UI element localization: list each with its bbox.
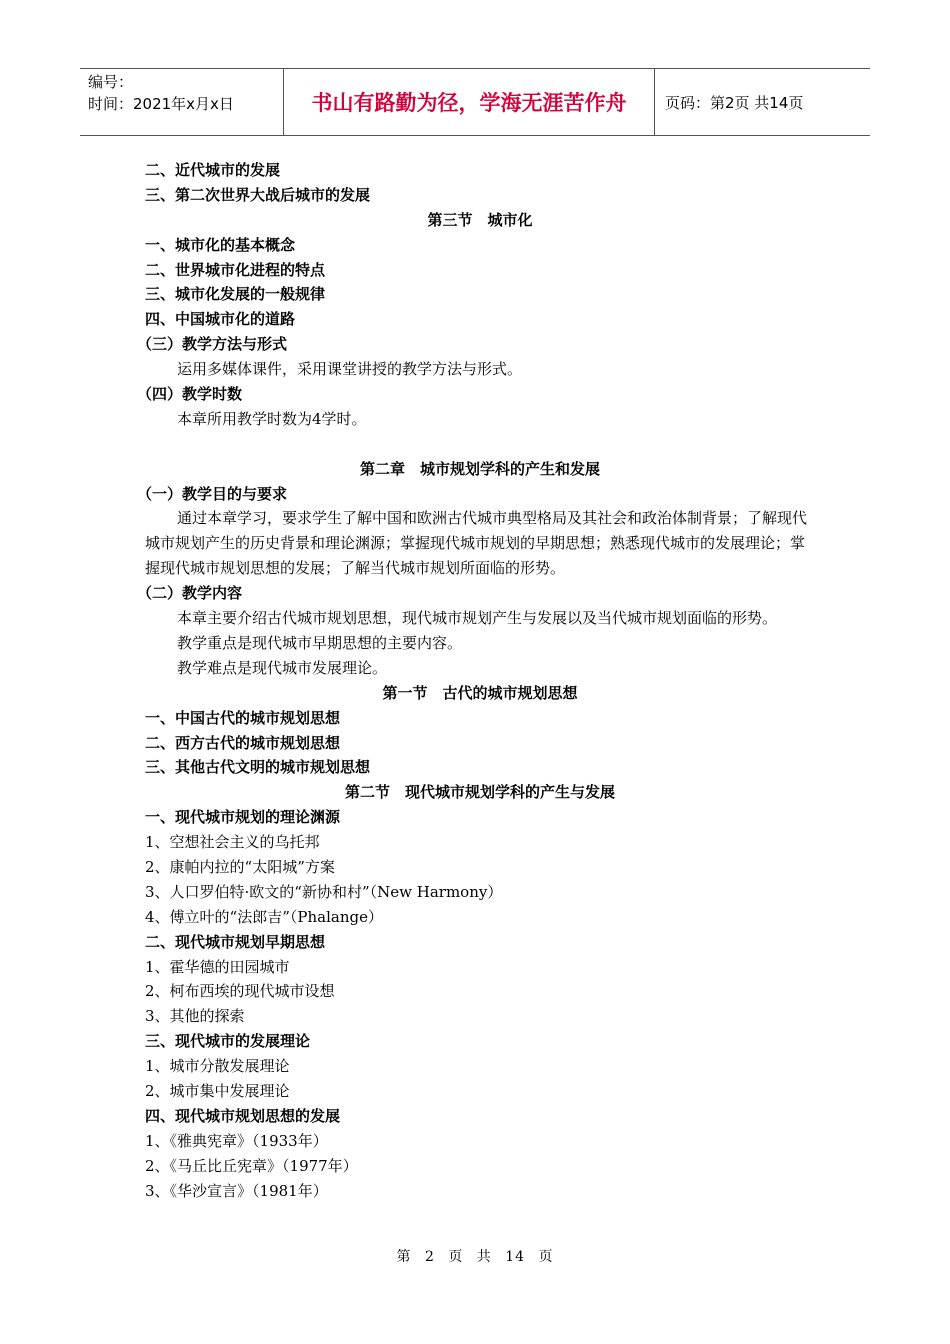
subsection-title: 第二节 现代城市规划学科的产生与发展 <box>344 783 615 802</box>
spacer <box>145 432 815 457</box>
page-footer <box>0 1246 950 1266</box>
list-item: 4、傅立叶的“法郎吉”（Phalange） <box>145 907 383 926</box>
body-text: 教学重点是现代城市早期思想的主要内容。 <box>177 633 463 652</box>
body-paragraph: 通过本章学习，要求学生了解中国和欧洲古代城市典型格局及其社会和政治体制背景；了解现代城市规划产生的历史背景和理论渊源；掌握现代城市规划的早期思想；熟悉现代城市的发展理论；掌握现代城市规划思想的发展；了解当代城市规划所面临的形势。 <box>145 509 808 578</box>
section-heading: 二、近代城市的发展 <box>145 161 281 179</box>
footer-total-pages: 14 <box>505 1249 526 1265</box>
section-heading: 二、世界城市化进程的特点 <box>145 260 326 279</box>
footer-di: 第 <box>396 1249 412 1265</box>
list-item: 2、城市集中发展理论 <box>145 1082 290 1101</box>
footer-gong: 共 <box>476 1249 492 1265</box>
list-item: 1、《雅典宪章》（1933年） <box>145 1131 328 1150</box>
footer-page-number: 2 <box>424 1249 435 1265</box>
section-heading: （三）教学方法与形式 <box>137 335 288 354</box>
list-item: 3、其他的探索 <box>145 1007 245 1026</box>
section-heading: 二、西方古代的城市规划思想 <box>145 733 341 752</box>
page-header <box>80 68 870 136</box>
section-heading: 三、城市化发展的一般规律 <box>145 285 326 304</box>
list-item: 3、《华沙宣言》（1981年） <box>145 1181 328 1200</box>
body-text: 运用多媒体课件，采用课堂讲授的教学方法与形式。 <box>177 360 523 379</box>
document-body <box>137 158 815 1203</box>
list-item: 1、空想社会主义的乌托邦 <box>145 833 320 852</box>
section-heading: 三、第二次世界大战后城市的发展 <box>145 185 371 204</box>
date-label: 时间：2021年x月x日 <box>88 95 234 113</box>
section-heading: （一）教学目的与要求 <box>137 484 288 503</box>
list-item: 3、人口罗伯特·欧文的“新协和村”（New Harmony） <box>145 882 503 901</box>
chapter-title: 第二章 城市规划学科的产生和发展 <box>359 459 600 478</box>
section-heading: 三、其他古代文明的城市规划思想 <box>145 758 371 777</box>
header-meta <box>80 69 283 135</box>
section-heading: 四、现代城市规划思想的发展 <box>145 1106 341 1125</box>
list-item: 2、柯布西埃的现代城市设想 <box>145 982 335 1001</box>
section-heading: 四、中国城市化的道路 <box>145 310 296 329</box>
section-heading: 一、城市化的基本概念 <box>145 235 296 254</box>
section-heading: 三、现代城市的发展理论 <box>145 1032 311 1051</box>
list-item: 2、《马丘比丘宪章》（1977年） <box>145 1156 358 1175</box>
section-heading: 一、中国古代的城市规划思想 <box>145 708 341 727</box>
list-item: 1、城市分散发展理论 <box>145 1057 290 1076</box>
section-heading: （四）教学时数 <box>137 385 243 404</box>
header-page-info: 页码：第2页 共14页 <box>665 93 804 112</box>
section-heading: 二、现代城市规划早期思想 <box>145 932 326 951</box>
section-heading: 一、现代城市规划的理论渊源 <box>145 808 341 827</box>
body-text: 教学难点是现代城市发展理论。 <box>177 658 388 677</box>
footer-ye: 页 <box>448 1249 464 1265</box>
list-item: 1、霍华德的田园城市 <box>145 957 290 976</box>
section-heading: （二）教学内容 <box>137 584 243 603</box>
list-item: 2、康帕内拉的“太阳城”方案 <box>145 858 335 876</box>
subsection-title: 第三节 城市化 <box>427 210 533 229</box>
subsection-title: 第一节 古代的城市规划思想 <box>382 683 578 702</box>
footer-ye: 页 <box>538 1249 554 1265</box>
number-label: 编号： <box>88 73 134 91</box>
body-text: 本章所用教学时数为4学时。 <box>177 409 367 428</box>
body-paragraph: 本章主要介绍古代城市规划思想，现代城市规划产生与发展以及当代城市规划面临的形势。 <box>177 609 778 628</box>
header-motto: 书山有路勤为径，学海无涯苦作舟 <box>283 69 655 135</box>
